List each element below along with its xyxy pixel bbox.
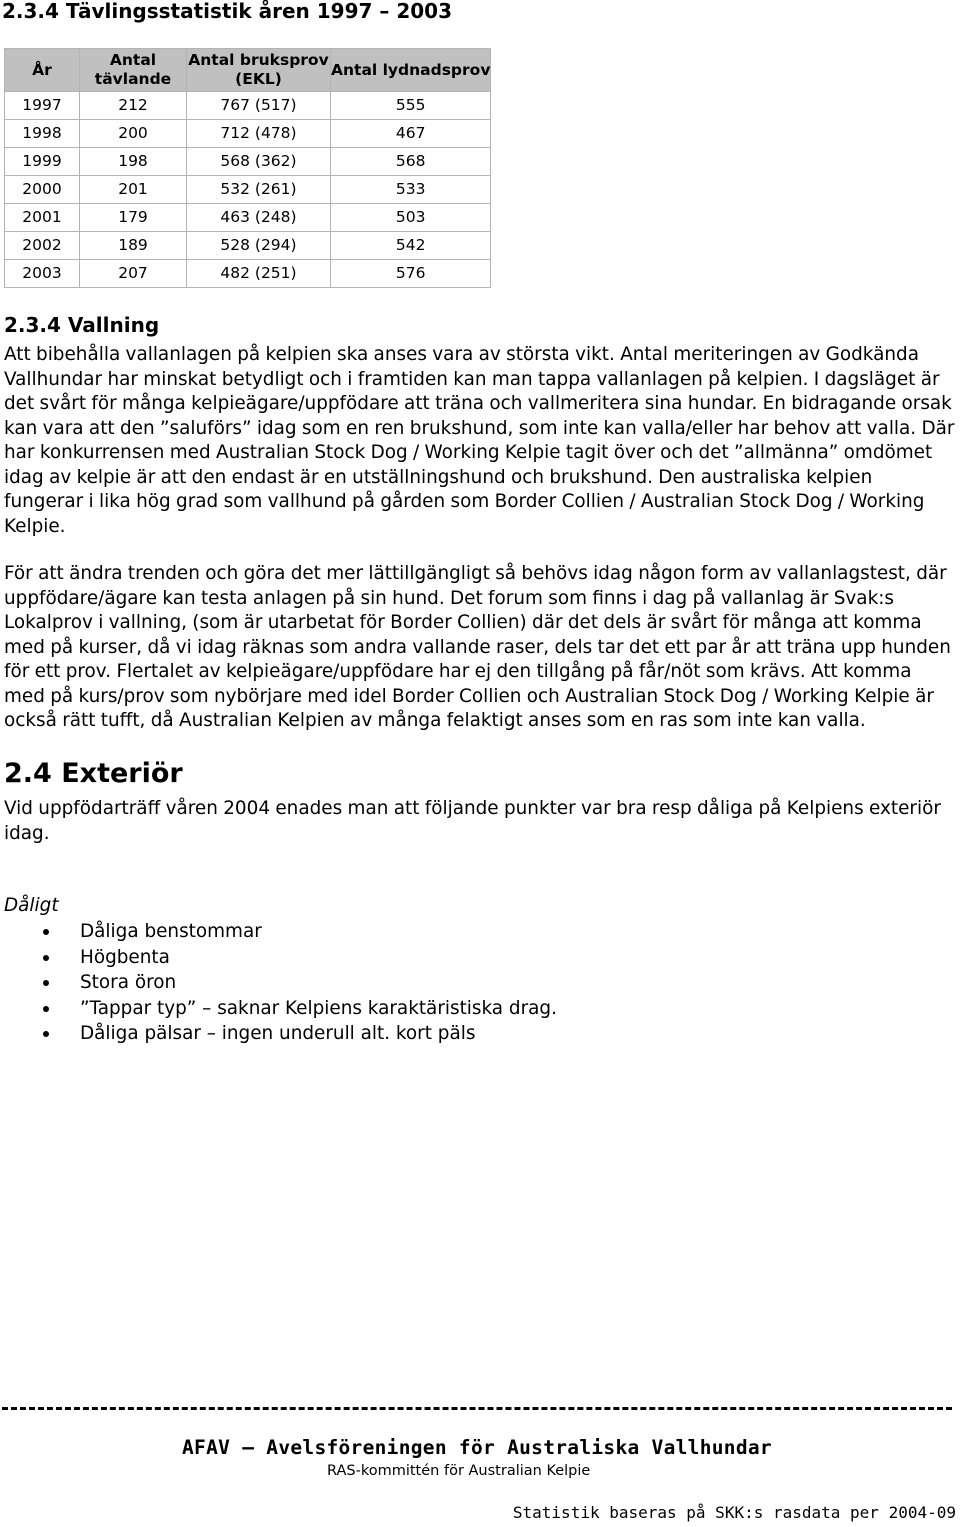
cell-year: 1998 (5, 120, 80, 148)
cell-year: 1999 (5, 148, 80, 176)
header-obedience-trials: Antal lydnadsprov (331, 49, 491, 92)
cell-competitors: 198 (80, 148, 187, 176)
footer-organization: AFAV – Avelsföreningen för Australiska Vallhundar (182, 1436, 772, 1459)
cell-competitors: 179 (80, 204, 187, 232)
cell-competitors: 200 (80, 120, 187, 148)
cell-obedience-trials: 568 (331, 148, 491, 176)
cell-obedience-trials: 467 (331, 120, 491, 148)
header-competitors-line1: Antal (109, 51, 157, 69)
section-heading-stats: 2.3.4 Tävlingsstatistik åren 1997 – 2003 (2, 0, 452, 23)
footer-divider (2, 1407, 952, 1410)
daligt-list (0, 919, 557, 1047)
paragraph-vallning: Att bibehålla vallanlagen på kelpien ska anses vara av största vikt. Antal meriteringen av Godkända Vallhundar har minskat betydligt och i framtiden kan man tappa vallanlagen på kelpien. I dagsläget är det svårt för många kelpieägare/uppfödare att träna och vallmeritera sina hundar. En bidragande orsak kan vara att den ”saluförs” idag som en ren brukshund, som inte kan valla/eller har behov att valla. Där har konkurrensen med Australian Stock Dog / Working Kelpie tagit över och det ”allmänna” omdömet idag av kelpie är att den endast är en utställningshund och brukshund. Den australiska kelpien fungerar i lika hög grad som vallhund på gården som Border Collien / Australian Stock Dog / Working Kelpie. (4, 344, 955, 537)
cell-year: 1997 (5, 92, 80, 120)
paragraph-exterior: Vid uppfödarträff våren 2004 enades man att följande punkter var bra resp dåliga på Kelpiens exteriör idag. (4, 798, 941, 844)
table-row (5, 120, 491, 148)
table-row (5, 204, 491, 232)
competition-stats-table (4, 48, 491, 288)
table-row (5, 260, 491, 288)
cell-obedience-trials: 555 (331, 92, 491, 120)
cell-competitors: 212 (80, 92, 187, 120)
cell-obedience-trials: 576 (331, 260, 491, 288)
table-row (5, 92, 491, 120)
cell-working-trials: 712 (478) (187, 120, 331, 148)
section-heading-exterior: 2.4 Exteriör (4, 758, 183, 789)
cell-obedience-trials: 542 (331, 232, 491, 260)
header-competitors (80, 49, 187, 92)
cell-obedience-trials: 533 (331, 176, 491, 204)
table-row (5, 232, 491, 260)
header-working-trials-line1: Antal bruksprov (188, 51, 329, 69)
cell-year: 2000 (5, 176, 80, 204)
cell-working-trials: 528 (294) (187, 232, 331, 260)
header-working-trials-line2: (EKL) (235, 70, 282, 88)
table-row (5, 176, 491, 204)
cell-year: 2003 (5, 260, 80, 288)
cell-competitors: 207 (80, 260, 187, 288)
header-competitors-line2: tävlande (94, 70, 172, 88)
paragraph-trend: För att ändra trenden och göra det mer lättillgängligt så behövs idag någon form av vallanlagstest, där uppfödare/ägare kan testa anlagen på sin hund. Det forum som finns i dag på vallanlag är Svak:s Lokalprov i vallning, (som är utarbetat för Border Collien) där det dels är svårt för många att komma med på kurser, då vi idag räknas som andra vallande raser, dels tar det ett par år att träna upp hunden för ett prov. Flertalet av kelpieägare/uppfödare har ej den tillgång på får/nöt som krävs. Att komma med på kurs/prov som nybörjare med idel Border Collien och Australian Stock Dog / Working Kelpie är också rätt tufft, då Australian Kelpien av många felaktigt anses som en ras som inte kan valla. (4, 563, 951, 731)
cell-year: 2001 (5, 204, 80, 232)
header-working-trials (187, 49, 331, 92)
cell-year: 2002 (5, 232, 80, 260)
daligt-label: Dåligt (4, 895, 59, 916)
list-item: Dåliga benstommar (0, 919, 557, 945)
list-item: Dåliga pälsar – ingen underull alt. kort päls (0, 1021, 557, 1047)
cell-competitors: 189 (80, 232, 187, 260)
table-header-row (5, 49, 491, 92)
cell-working-trials: 767 (517) (187, 92, 331, 120)
cell-obedience-trials: 503 (331, 204, 491, 232)
section-heading-vallning: 2.3.4 Vallning (4, 313, 160, 337)
footer-statistics-note: Statistik baseras på SKK:s rasdata per 2004-09 (512, 1503, 956, 1522)
cell-working-trials: 568 (362) (187, 148, 331, 176)
cell-working-trials: 482 (251) (187, 260, 331, 288)
cell-competitors: 201 (80, 176, 187, 204)
list-item: ”Tappar typ” – saknar Kelpiens karaktäristiska drag. (0, 996, 557, 1022)
cell-working-trials: 532 (261) (187, 176, 331, 204)
list-item: Stora öron (0, 970, 557, 996)
list-item: Högbenta (0, 945, 557, 971)
footer-committee: RAS-kommittén för Australian Kelpie (327, 1463, 591, 1479)
table-row (5, 148, 491, 176)
cell-working-trials: 463 (248) (187, 204, 331, 232)
header-year: År (5, 49, 80, 92)
